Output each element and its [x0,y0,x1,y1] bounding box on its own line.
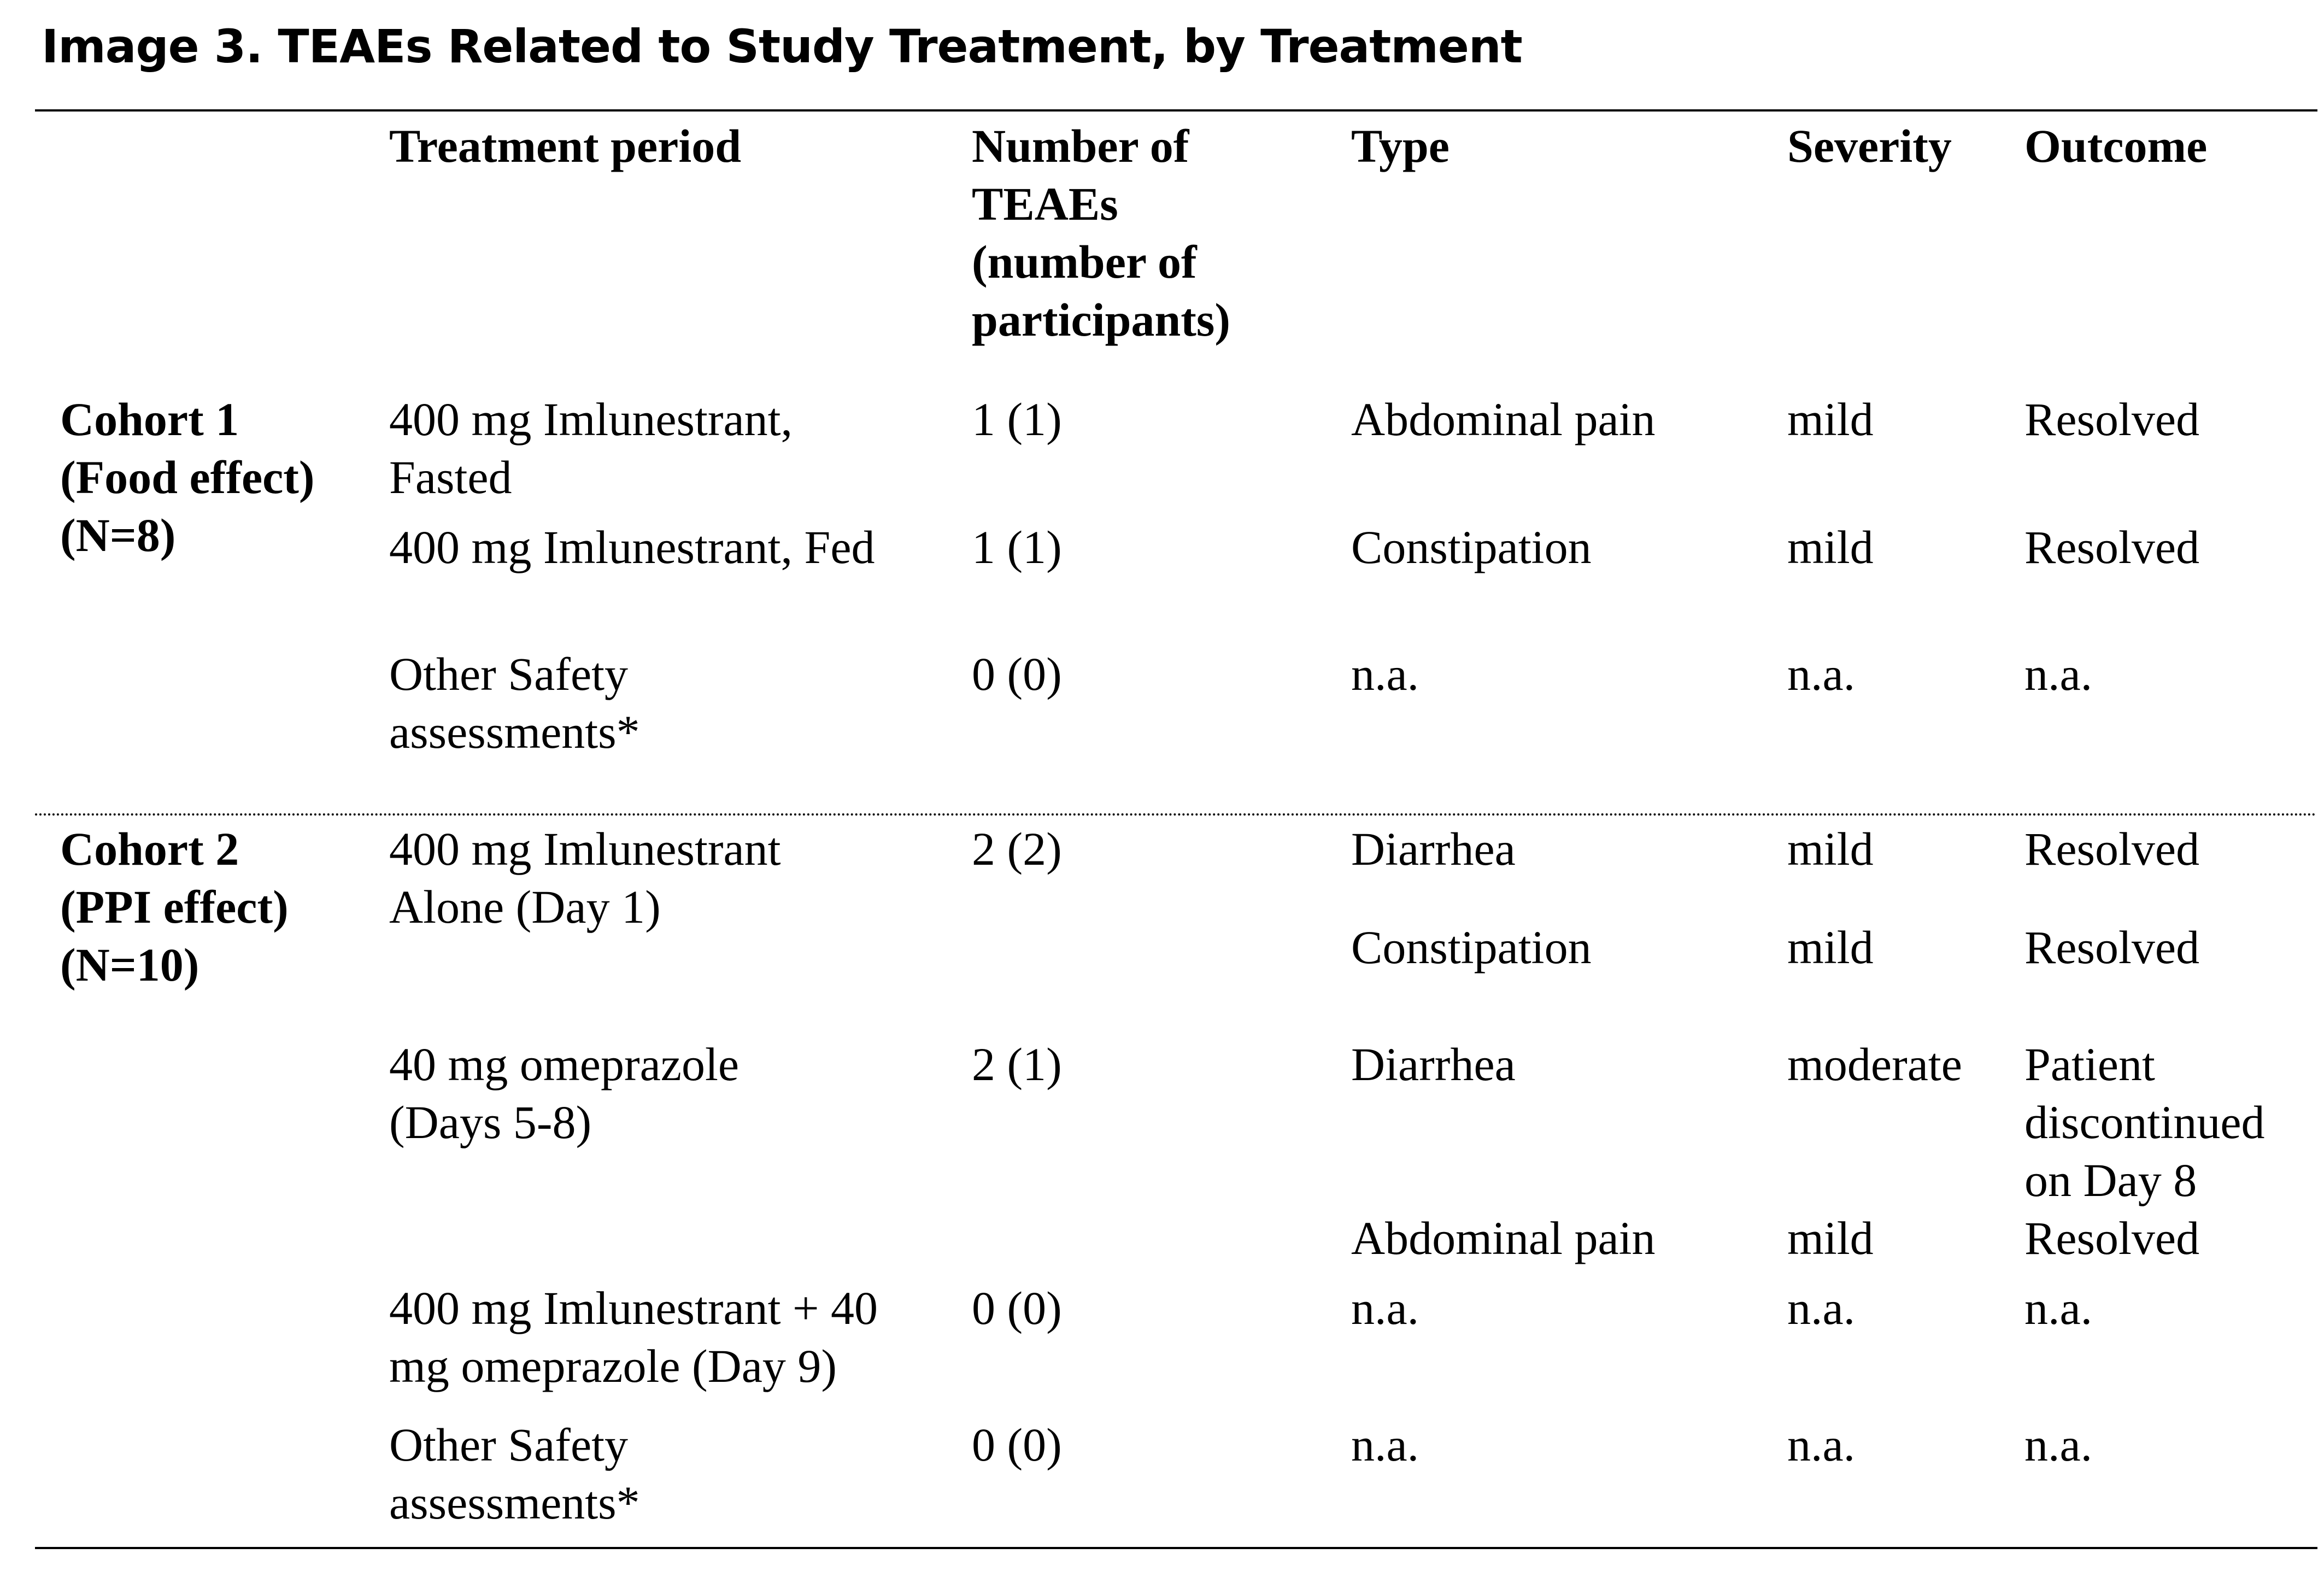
row-outcome-line-3: on Day 8 [2024,1154,2197,1206]
row-period-line-1: 40 mg omeprazole [389,1038,740,1090]
row-severity: mild [1787,921,1874,974]
row-type: Abdominal pain [1351,1212,1656,1264]
row-period-line-1: 400 mg Imlunestrant, Fed [389,521,875,573]
header-treatment-period: Treatment period [389,120,742,172]
row-period-line-1: 400 mg Imlunestrant + 40 [389,1282,878,1334]
row-type: n.a. [1351,1282,1419,1334]
row-outcome: Resolved [2024,1212,2200,1264]
row-number: 2 (1) [972,1038,1062,1090]
table-top-rule [35,109,2317,112]
header-outcome: Outcome [2024,120,2208,172]
row-severity: n.a. [1787,648,1856,700]
header-number-line-2: TEAEs [972,178,1118,230]
row-period-line-2: (Days 5-8) [389,1096,592,1148]
header-number-line-1: Number of [972,120,1189,172]
figure-title: Image 3. TEAEs Related to Study Treatment, by Treatment [42,20,1522,73]
cohort-label-line-3: (N=8) [60,509,176,561]
row-period-line-2: assessments* [389,1476,640,1529]
cohort-divider-rule [35,813,2317,816]
row-severity: moderate [1787,1038,1962,1090]
row-outcome: n.a. [2024,648,2093,700]
cohort-label-line-2: (PPI effect) [60,881,289,933]
cohort-label-line-1: Cohort 2 [60,823,239,875]
row-type: n.a. [1351,648,1419,700]
row-outcome: n.a. [2024,1418,2093,1471]
row-period-line-2: Alone (Day 1) [389,881,661,933]
row-type: Abdominal pain [1351,393,1656,445]
row-type: Constipation [1351,921,1592,974]
row-outcome-line-1: Patient [2024,1038,2155,1090]
row-outcome: n.a. [2024,1282,2093,1334]
row-type: Diarrhea [1351,1038,1516,1090]
row-severity: mild [1787,521,1874,573]
row-severity: n.a. [1787,1282,1856,1334]
row-number: 2 (2) [972,823,1062,875]
row-outcome: Resolved [2024,393,2200,445]
row-number: 0 (0) [972,1418,1062,1471]
header-number-line-3: (number of [972,236,1197,288]
header-number-line-4: participants) [972,294,1230,346]
row-period-line-2: Fasted [389,451,512,503]
row-severity: mild [1787,823,1874,875]
row-type: n.a. [1351,1418,1419,1471]
row-outcome: Resolved [2024,823,2200,875]
row-period-line-1: 400 mg Imlunestrant, [389,393,793,445]
cohort-label-line-3: (N=10) [60,939,199,991]
row-period-line-1: Other Safety [389,1418,629,1471]
row-number: 1 (1) [972,521,1062,573]
row-number: 1 (1) [972,393,1062,445]
row-outcome-line-2: discontinued [2024,1096,2265,1148]
row-severity: n.a. [1787,1418,1856,1471]
cohort-label-line-1: Cohort 1 [60,393,239,445]
cohort-label-line-2: (Food effect) [60,451,315,503]
row-period-line-2: assessments* [389,706,640,758]
row-outcome: Resolved [2024,521,2200,573]
row-outcome: Resolved [2024,921,2200,974]
header-type: Type [1351,120,1449,172]
row-severity: mild [1787,1212,1874,1264]
row-period-line-2: mg omeprazole (Day 9) [389,1340,837,1392]
row-number: 0 (0) [972,1282,1062,1334]
header-severity: Severity [1787,120,1952,172]
row-type: Diarrhea [1351,823,1516,875]
row-severity: mild [1787,393,1874,445]
row-number: 0 (0) [972,648,1062,700]
table-bottom-rule [35,1547,2317,1549]
row-period-line-1: 400 mg Imlunestrant [389,823,781,875]
row-period-line-1: Other Safety [389,648,629,700]
row-type: Constipation [1351,521,1592,573]
